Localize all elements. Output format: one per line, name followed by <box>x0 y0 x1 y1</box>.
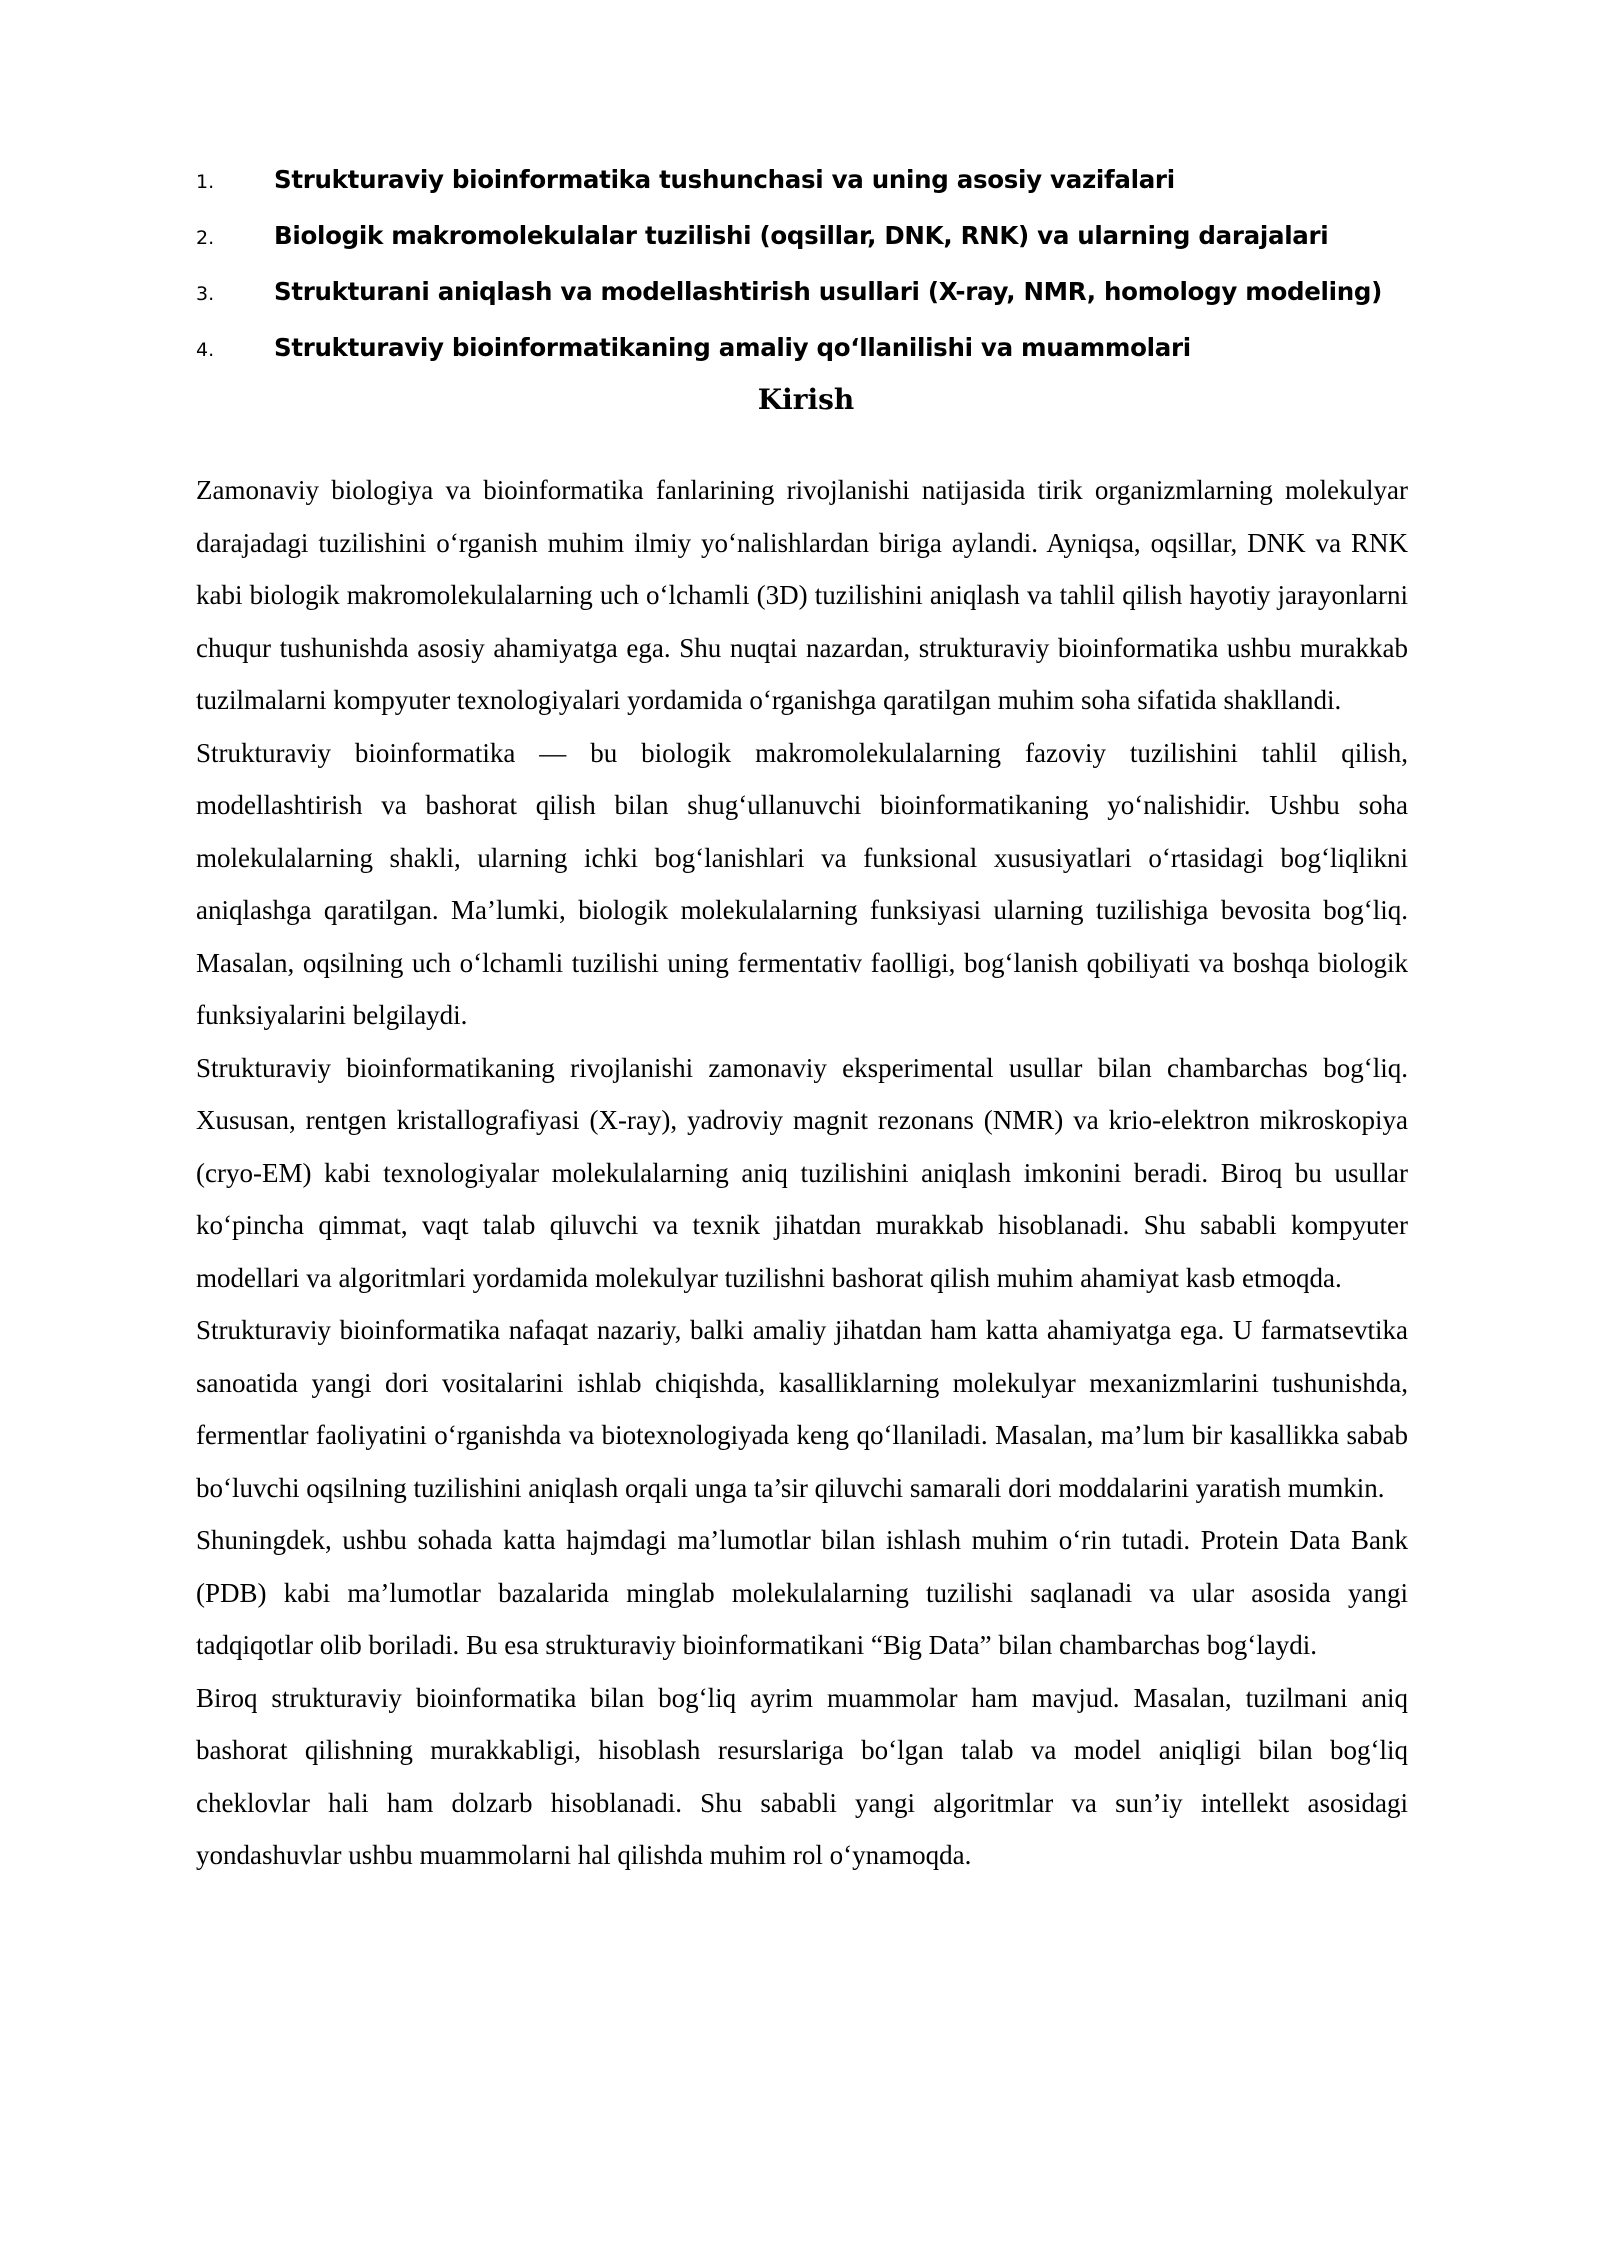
body-paragraph: Shuningdek, ushbu sohada katta hajmdagi ma’lumotlar bilan ishlash muhim o‘rin tutadi. Protein Data Bank (PDB) kabi ma’lumotlar bazalarida minglab molekulalarning tuzilishi saqlanadi va ular asosida yangi tadqiqotlar olib boriladi. Bu esa strukturaviy bioinformatikani “Big Data” bilan chambarchas bog‘laydi. <box>196 1525 1408 1660</box>
outline-item <box>196 152 1416 208</box>
document-body <box>196 464 1408 1882</box>
body-paragraph: Strukturaviy bioinformatika nafaqat nazariy, balki amaliy jihatdan ham katta ahamiyatga ega. U farmatsevtika sanoatida yangi dori vositalarini ishlab chiqishda, kasalliklarning molekulyar mexanizmlarini tushunishda, fermentlar faoliyatini o‘rganishda va biotexnologiyada keng qo‘llaniladi. Masalan, ma’lum bir kasallikka sabab bo‘luvchi oqsilning tuzilishini aniqlash orqali unga ta’sir qiluvchi samarali dori moddalarini yaratish mumkin. <box>196 1315 1408 1503</box>
outline-item <box>196 208 1416 264</box>
body-paragraph: Biroq strukturaviy bioinformatika bilan bog‘liq ayrim muammolar ham mavjud. Masalan, tuzilmani aniq bashorat qilishning murakkabligi, hisoblash resurslariga bo‘lgan talab va model aniqligi bilan bog‘liq cheklovlar hali ham dolzarb hisoblanadi. Shu sababli yangi algoritmlar va sun’iy intellekt asosidagi yondashuvlar ushbu muammolarni hal qilishda muhim rol o‘ynamoqda. <box>196 1682 1408 1870</box>
outline-item-text: Strukturani aniqlash va modellashtirish usullari (X-ray, NMR, homology modeling) <box>274 277 1383 306</box>
outline-item <box>196 320 1416 376</box>
body-paragraph: Strukturaviy bioinformatika — bu biologik makromolekulalarning fazoviy tuzilishini tahlil qilish, modellashtirish va bashorat qilish bilan shug‘ullanuvchi bioinformatikaning yo‘nalishidir. Ushbu soha molekulalarning shakli, ularning ichki bog‘lanishlari va funksional xususiyatlari o‘rtasidagi bog‘liqlikni aniqlashga qaratilgan. Ma’lumki, biologik molekulalarning funksiyasi ularning tuzilishiga bevosita bog‘liq. Masalan, oqsilning uch o‘lchamli tuzilishi uning fermentativ faolligi, bog‘lanish qobiliyati va boshqa biologik funksiyalarini belgilaydi. <box>196 737 1408 1030</box>
outline-item-number: 2. <box>196 227 215 249</box>
outline-item <box>196 264 1416 320</box>
topic-outline <box>196 152 1416 376</box>
outline-item-text: Strukturaviy bioinformatikaning amaliy qo‘llanilishi va muammolari <box>274 333 1191 362</box>
outline-item-number: 3. <box>196 283 215 305</box>
body-paragraph: Strukturaviy bioinformatikaning rivojlanishi zamonaviy eksperimental usullar bilan chambarchas bog‘liq. Xususan, rentgen kristallografiyasi (X-ray), yadroviy magnit rezonans (NMR) va krio-elektron mikroskopiya (cryo-EM) kabi texnologiyalar molekulalarning aniq tuzilishini aniqlash imkonini beradi. Biroq bu usullar ko‘pincha qimmat, vaqt talab qiluvchi va texnik jihatdan murakkab hisoblanadi. Shu sababli kompyuter modellari va algoritmlari yordamida molekulyar tuzilishni bashorat qilish muhim ahamiyat kasb etmoqda. <box>196 1052 1408 1293</box>
outline-item-number: 4. <box>196 339 215 361</box>
body-paragraph: Zamonaviy biologiya va bioinformatika fanlarining rivojlanishi natijasida tirik organizmlarning molekulyar darajadagi tuzilishini o‘rganish muhim ilmiy yo‘nalishlardan biriga aylandi. Ayniqsa, oqsillar, DNK va RNK kabi biologik makromolekulalarning uch o‘lchamli (3D) tuzilishini aniqlash va tahlil qilish hayotiy jarayonlarni chuqur tushunishda asosiy ahamiyatga ega. Shu nuqtai nazardan, strukturaviy bioinformatika ushbu murakkab tuzilmalarni kompyuter texnologiyalari yordamida o‘rganishga qaratilgan muhim soha sifatida shakllandi. <box>196 475 1408 715</box>
outline-item-text: Strukturaviy bioinformatika tushunchasi va uning asosiy vazifalari <box>274 165 1175 194</box>
section-title: Kirish <box>757 383 855 416</box>
outline-item-number: 1. <box>196 171 215 193</box>
outline-item-text: Biologik makromolekulalar tuzilishi (oqsillar, DNK, RNK) va ularning darajalari <box>274 221 1329 250</box>
